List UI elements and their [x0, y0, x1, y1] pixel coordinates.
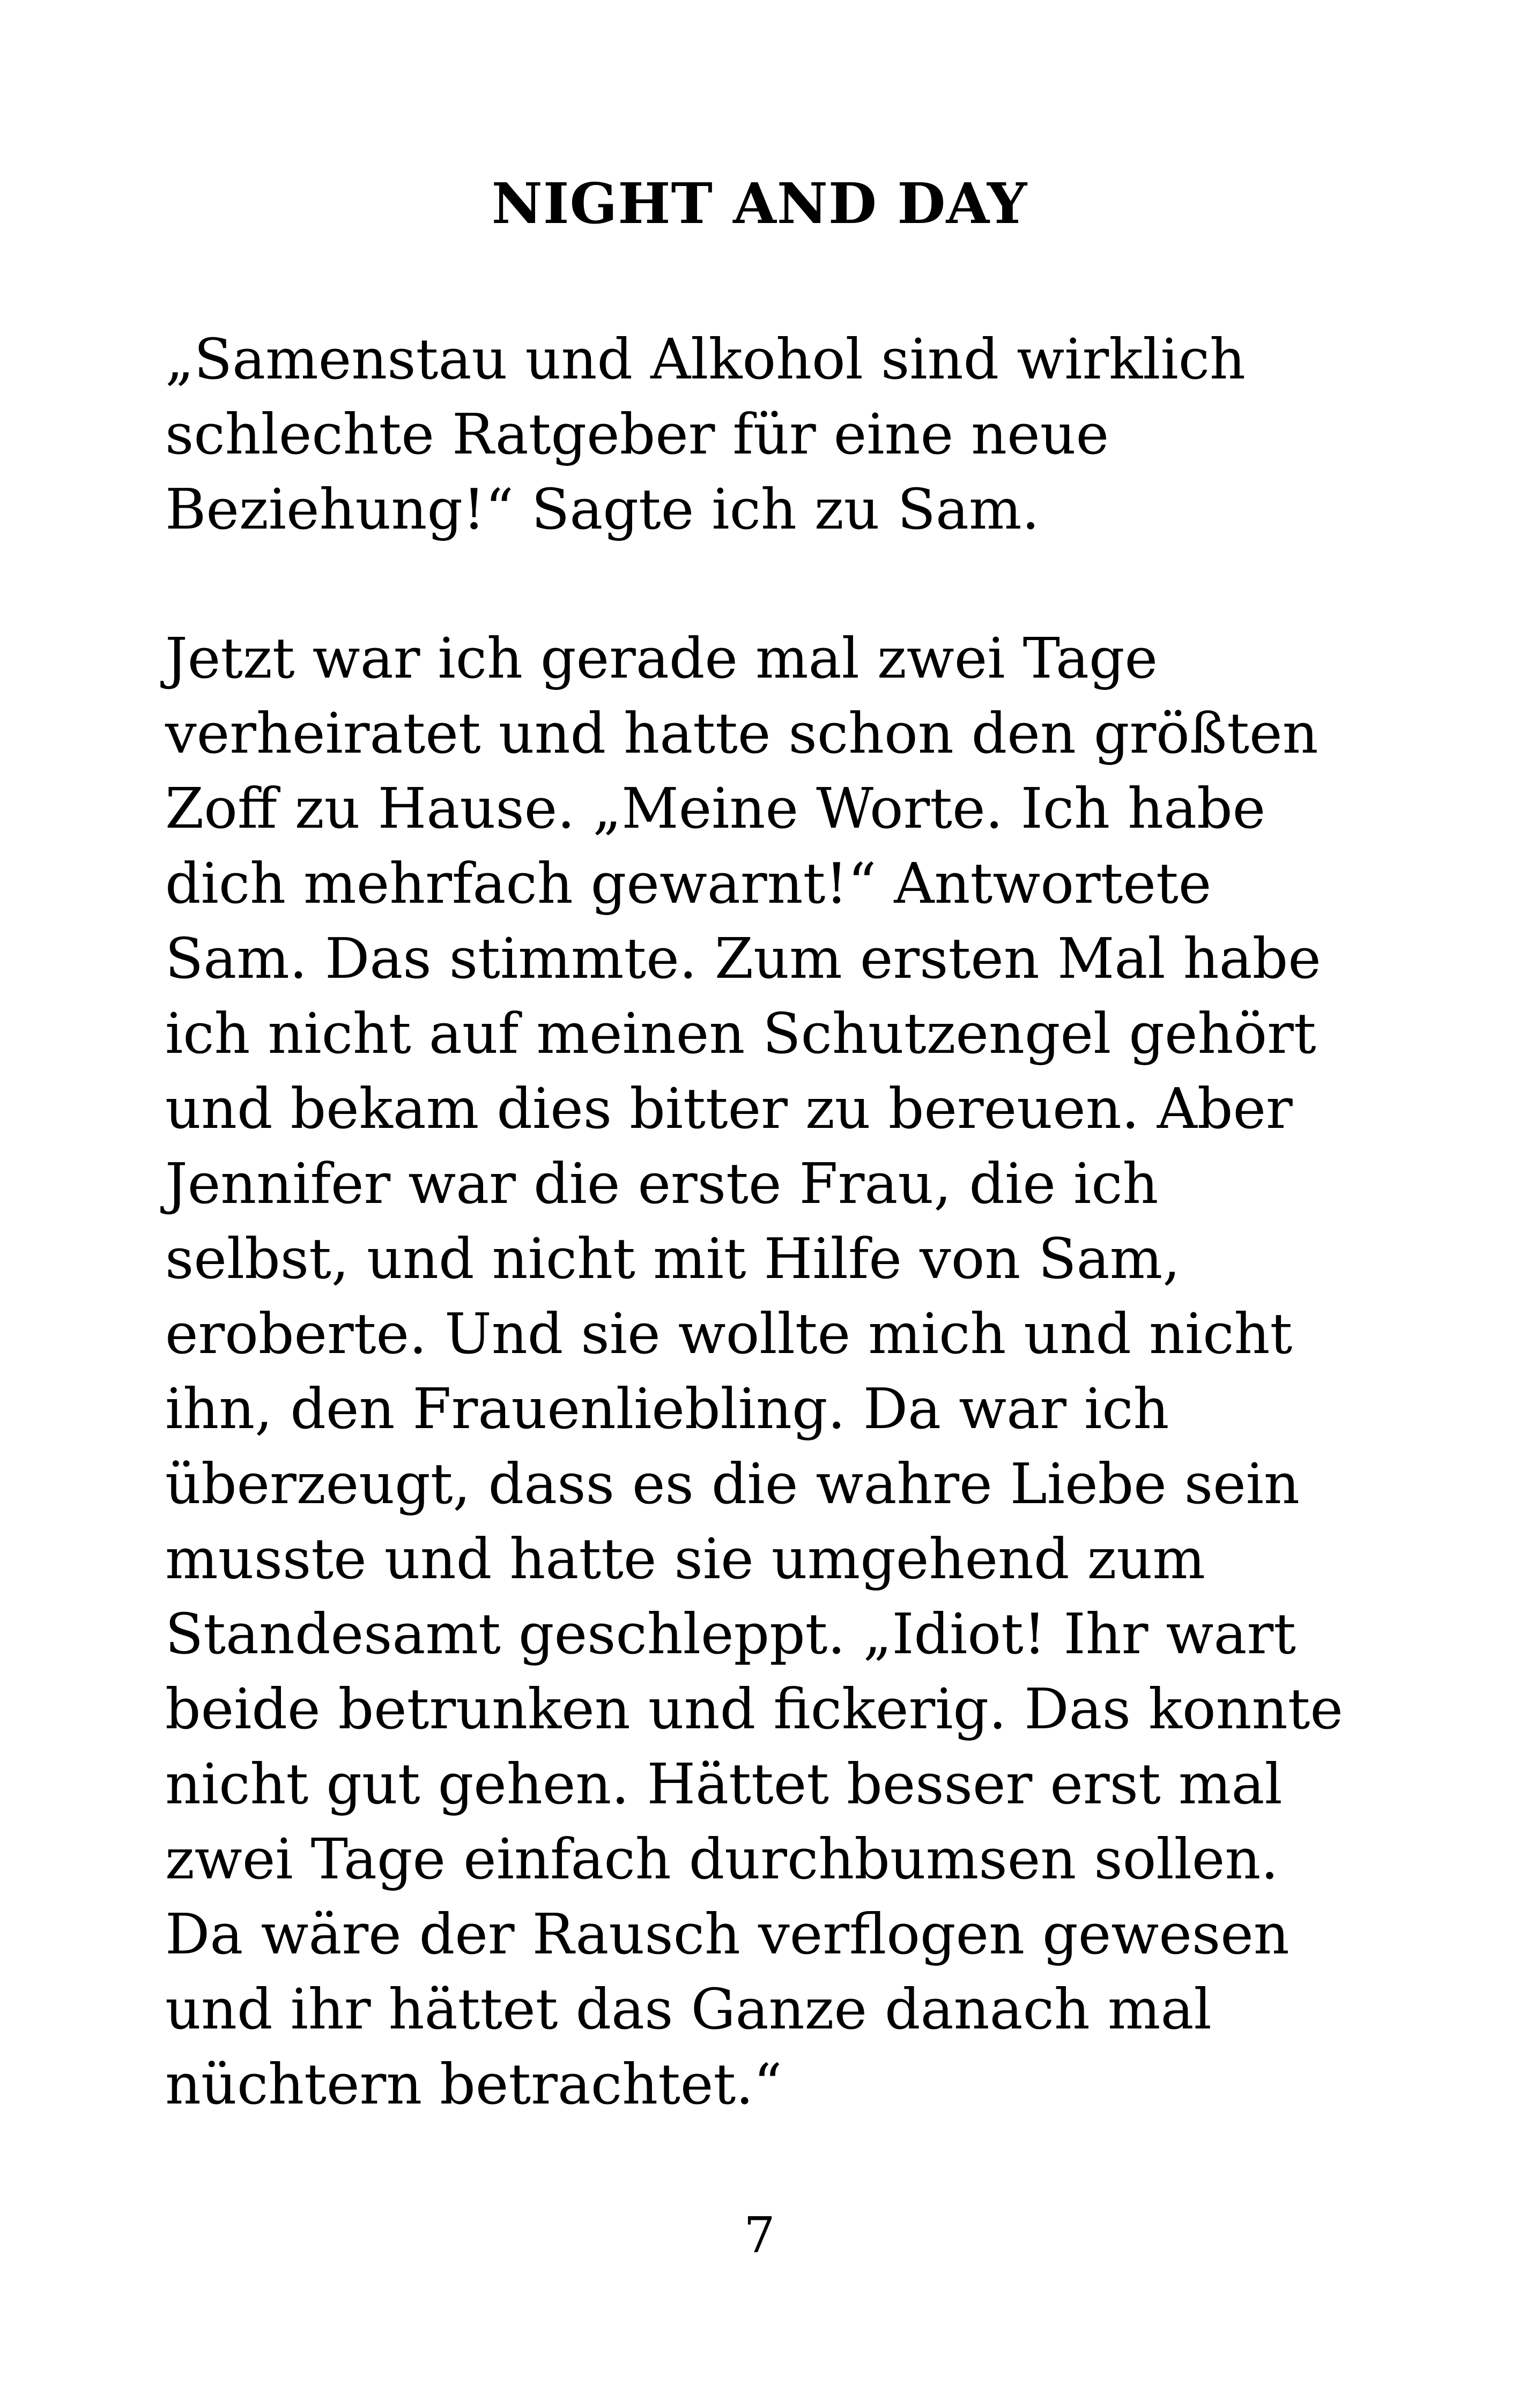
- text-line: Jetzt war ich gerade mal zwei Tage: [165, 626, 1158, 691]
- text-line: eroberte. Und sie wollte mich und nicht: [165, 1301, 1293, 1366]
- text-line: ihn, den Frauenliebling. Da war ich: [165, 1376, 1169, 1441]
- text-line: ich nicht auf meinen Schutzengel gehört: [165, 1001, 1316, 1066]
- text-line: verheiratet und hatte schon den größten: [165, 701, 1318, 766]
- page-number: 7: [744, 2206, 775, 2264]
- text-line: zwei Tage einfach durchbumsen sollen.: [165, 1826, 1279, 1892]
- text-line: Sam. Das stimmte. Zum ersten Mal habe: [165, 926, 1321, 991]
- text-line: „Samenstau und Alkohol sind wirklich: [165, 326, 1246, 392]
- text-line: musste und hatte sie umgehend zum: [165, 1526, 1205, 1592]
- text-line: beide betrunken und fickerig. Das konnte: [165, 1676, 1343, 1742]
- text-line: und ihr hättet das Ganze danach mal: [165, 1976, 1212, 2042]
- text-line: und bekam dies bitter zu bereuen. Aber: [165, 1076, 1293, 1141]
- text-line: nüchtern betrachtet.“: [165, 2052, 782, 2117]
- text-line: Da wäre der Rausch verflogen gewesen: [165, 1901, 1290, 1967]
- chapter-title: NIGHT AND DAY: [491, 170, 1028, 236]
- text-line: dich mehrfach gewarnt!“ Antwortete: [165, 851, 1212, 916]
- text-line: Standesamt geschleppt. „Idiot! Ihr wart: [165, 1601, 1296, 1667]
- text-line: Beziehung!“ Sagte ich zu Sam.: [165, 477, 1040, 542]
- text-line: Zoff zu Hause. „Meine Worte. Ich habe: [165, 776, 1266, 841]
- text-line: selbst, und nicht mit Hilfe von Sam,: [165, 1226, 1181, 1291]
- text-line: nicht gut gehen. Hättet besser erst mal: [165, 1751, 1283, 1817]
- text-line: schlechte Ratgeber für eine neue: [165, 402, 1109, 467]
- text-line: Jennifer war die erste Frau, die ich: [165, 1151, 1159, 1216]
- text-line: überzeugt, dass es die wahre Liebe sein: [165, 1451, 1300, 1517]
